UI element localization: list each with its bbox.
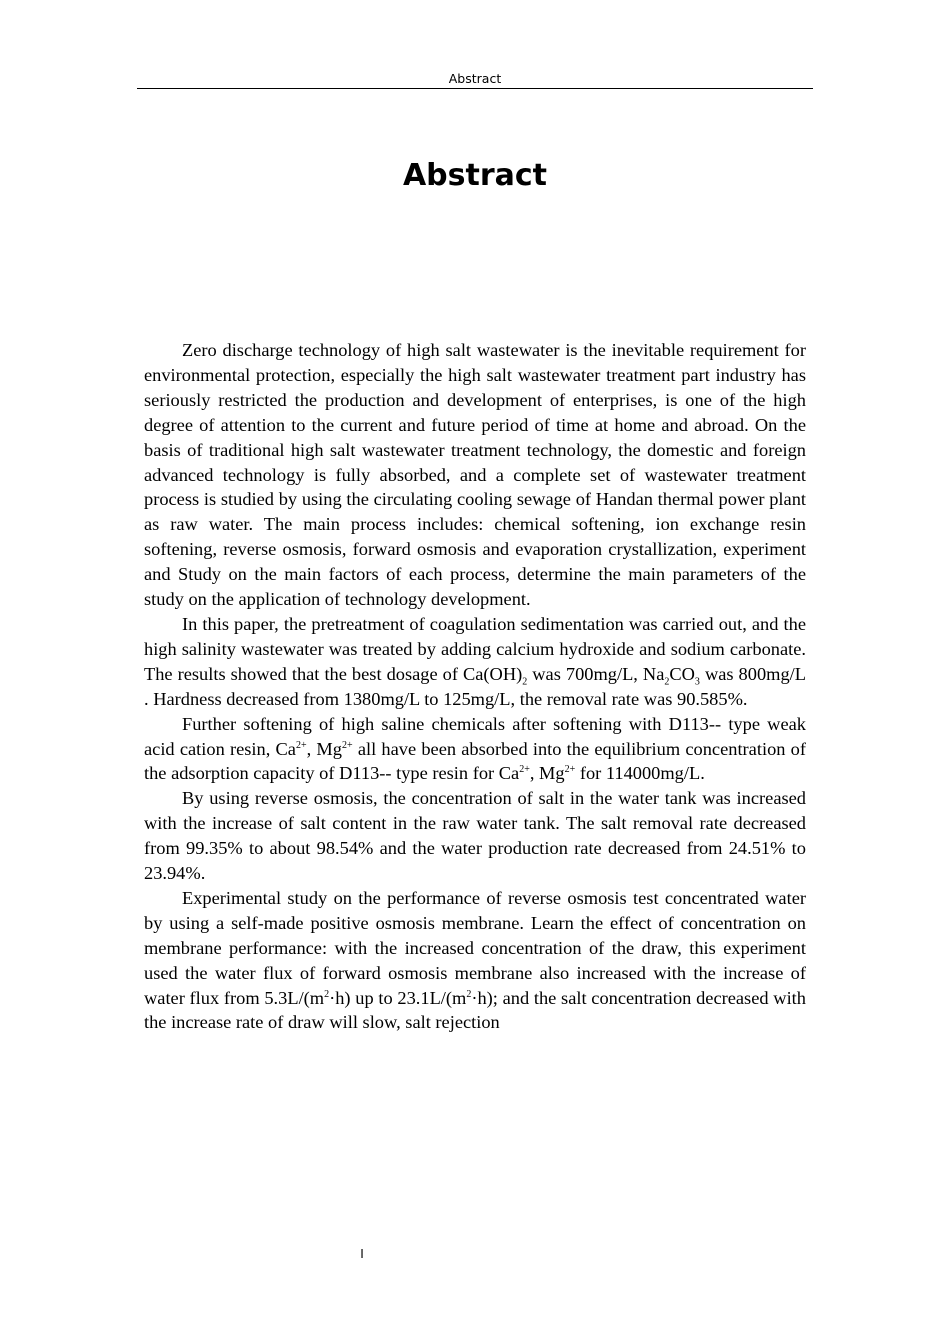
- running-header: [137, 70, 813, 89]
- abstract-body: [144, 338, 806, 1035]
- page-number: I: [360, 1247, 364, 1261]
- paragraph-1: Zero discharge technology of high salt wastewater is the inevitable requirement for environmental protection, especially the high salt wastewater treatment part industry has seriously restricted the production and development of enterprises, is one of the high degree of attention to the current and future period of time at home and abroad. On the basis of traditional high salt wastewater treatment technology, the domestic and foreign advanced technology is fully absorbed, and a complete set of wastewater treatment process is studied by using the circulating cooling sewage of Handan thermal power plant as raw water. The main process includes: chemical softening, ion exchange resin softening, reverse osmosis, forward osmosis and evaporation crystallization, experiment and Study on the main factors of each process, determine the main parameters of the study on the application of technology development.: [144, 340, 806, 610]
- paragraph-5: Experimental study on the performance of reverse osmosis test concentrated water by using a self-made positive osmosis membrane. Learn the effect of concentration on membrane performance: with the increased concentration of the draw, this experiment used the water flux of forward osmosis membrane also increased with the increase of water flux from $5.3L/(m^2\cdot h)$ up to $23.1L/(m^2\cdot h)$; and the salt concentration decreased with the increase rate of draw will slow, salt rejection: [144, 887, 806, 1033]
- paragraph-3: Further softening of high saline chemicals after softening with D113-- type weak acid cation resin, $Ca^{2+}$, $Mg^{2+}$ all have been absorbed into the equilibrium concentration of the adsorption capacity of D113-- type resin for $Ca^{2+}$, $Mg^{2+}$ for 114000mg/L.: [144, 713, 806, 784]
- running-header-title: Abstract: [448, 71, 502, 86]
- page-title: Abstract: [402, 158, 548, 193]
- paragraph-4: By using reverse osmosis, the concentration of salt in the water tank was increased with the increase of salt content in the raw water tank. The salt removal rate decreased from 99.35% to about 98.54% and the water production rate decreased from 24.51% to 23.94%.: [144, 788, 806, 884]
- paragraph-2: In this paper, the pretreatment of coagulation sedimentation was carried out, and the high salinity wastewater was treated by adding calcium hydroxide and sodium carbonate. The results showed that the best dosage of $Ca(OH)_2$ was 700mg/L, $Na_2CO_3$ was 800mg/L . Hardness decreased from 1380mg/L to 125mg/L, the removal rate was 90.585%.: [144, 613, 806, 709]
